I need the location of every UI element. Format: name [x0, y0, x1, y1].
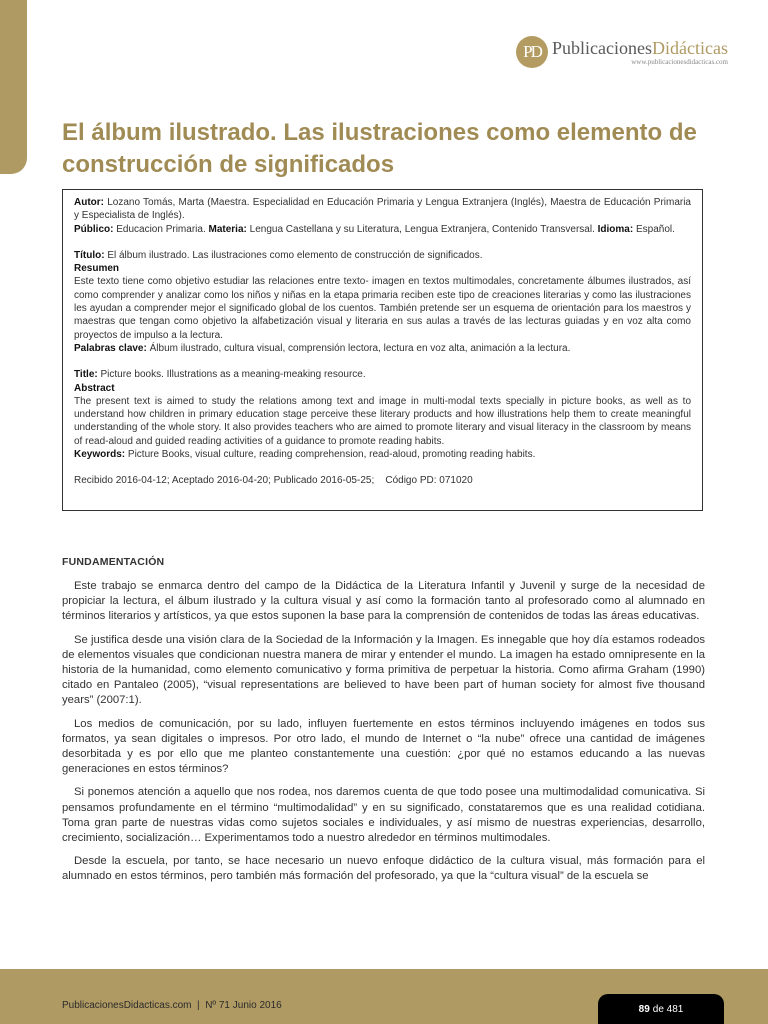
- resumen-text: Este texto tiene como objetivo estudiar las relaciones entre texto- imagen en textos multimodales, concretamente álbumes ilustrados, así como comprender y analizar como los niños y niñas en la etapa primaria reciben este tipo de creaciones literarias y como las ilustraciones les ayudan a comprender mejor el significado global de los cuentos. También pretende ser un esquema de orientación para los maestros y maestras que tengan como objetivo la alfabetización visual y literaria en sus aulas a través de las lecturas guiadas y en voz alta como proyectos de impulso a la lectura.: [74, 276, 691, 341]
- resumen-heading: Resumen: [74, 263, 120, 275]
- english-title-line: Title: Picture books. Illustrations as a meaning-meaking resource.: [74, 369, 366, 381]
- dates-line: Recibido 2016-04-12; Aceptado 2016-04-20; Publicado 2016-05-25; Código PD: 071020: [74, 475, 473, 487]
- total-pages: de 481: [652, 1003, 684, 1015]
- footer-journal-info: PublicacionesDidacticas.com | Nº 71 Junio 2016: [62, 1000, 282, 1011]
- page-number-badge: [598, 994, 724, 1024]
- section-body: [62, 579, 705, 893]
- spanish-title-line: Título: El álbum ilustrado. Las ilustraciones como elemento de construcción de significados.: [74, 249, 483, 261]
- abstract-text: The present text is aimed to study the relations among text and image in multi-modal texts specially in picture books, as well as to understand how children in primary education stage perceive these literary products and how illustrations help them to create meaningful understanding of the whole story. It also provides teachers who are aimed to promote literary and visual literacy in the classroom by means of read-aloud and guided reading activities of a guidance to promote reading habits.: [74, 395, 691, 447]
- keywords-line: Keywords: Picture Books, visual culture, reading comprehension, read-aloud, promoting reading habits.: [74, 449, 536, 461]
- article-info-box: [62, 189, 703, 511]
- body-paragraph: Si ponemos atención a aquello que nos rodea, nos daremos cuenta de que todo posee una multimodalidad comunicativa. Si pensamos profundamente en el término “multimodalidad” y en su significado, constataremos que es una realidad cotidiana. Toma gran parte de nuestras vidas como sujetos sociales e individuales, y así mismo de nuestras experiencias, desarrollo, crecimiento, socialización… Experimentamos todo a nuestro alrededor en términos multimodales.: [62, 786, 705, 845]
- brand-logo[interactable]: [516, 36, 728, 68]
- page-header: [0, 0, 768, 100]
- current-page: 89: [638, 1003, 650, 1015]
- body-paragraph: Los medios de comunicación, por su lado, influyen fuertemente en estos términos incluyendo imágenes en todos sus formatos, ya sean digitales o impresos. Por otro lado, el mundo de Internet o “la nube” ofrece una cantidad de imágenes desorbitada y es por ello que me planteo constantemente una cuestión: ¿por qué no estamos educando a las nuevas generaciones en estos términos?: [62, 717, 705, 776]
- pd-logo-icon: PD: [516, 36, 548, 68]
- body-paragraph: Desde la escuela, por tanto, se hace necesario un nuevo enfoque didáctico de la cultura visual, más formación para el alumnado en estos términos, pero también más formación del profesorado, ya que la “cultura visual” de la escuela se: [62, 855, 705, 883]
- abstract-heading: Abstract: [74, 382, 115, 394]
- palabras-clave-line: Palabras clave: Álbum ilustrado, cultura visual, comprensión lectora, lectura en voz alta, animación a la lectura.: [74, 342, 571, 354]
- audience-line: Público: Educacion Primaria. Materia: Lengua Castellana y su Literatura, Lengua Extranjera, Contenido Transversal. Idioma: Español.: [74, 223, 675, 235]
- brand-name: PublicacionesDidácticas: [552, 38, 728, 58]
- author-line: Autor: Lozano Tomás, Marta (Maestra. Especialidad en Educación Primaria y Lengua Extranjera (Inglés), Maestra de Educación Primaria y Especialista de Inglés).: [74, 197, 691, 222]
- article-title: El álbum ilustrado. Las ilustraciones como elemento de construcción de significados: [62, 119, 697, 178]
- body-paragraph: Se justifica desde una visión clara de la Sociedad de la Información y la Imagen. Es innegable que hoy día estamos rodeados de elementos visuales que condicionan nuestra manera de mirar y entender el mundo. La imagen ha estado omnipresente en la historia de la humanidad, como elemento comunicativo y forma primitiva de perpetuar la historia. Como afirma Graham (1990) citado en Pantaleo (2005), “visual representations are believed to have been part of human society for almost five thousand years” (2007:1).: [62, 633, 705, 707]
- body-paragraph: Este trabajo se enmarca dentro del campo de la Didáctica de la Literatura Infantil y Juvenil y surge de la necesidad de propiciar la lectura, el álbum ilustrado y la cultura visual y así como la formación tanto al profesorado como al alumnado en términos literarios y artísticos, ya que estos suponen la base para la comprensión de contenidos de todas las áreas educativas.: [62, 580, 705, 623]
- brand-url: www.publicacionesdidacticas.com: [631, 58, 728, 66]
- section-heading: FUNDAMENTACIÓN: [62, 556, 165, 568]
